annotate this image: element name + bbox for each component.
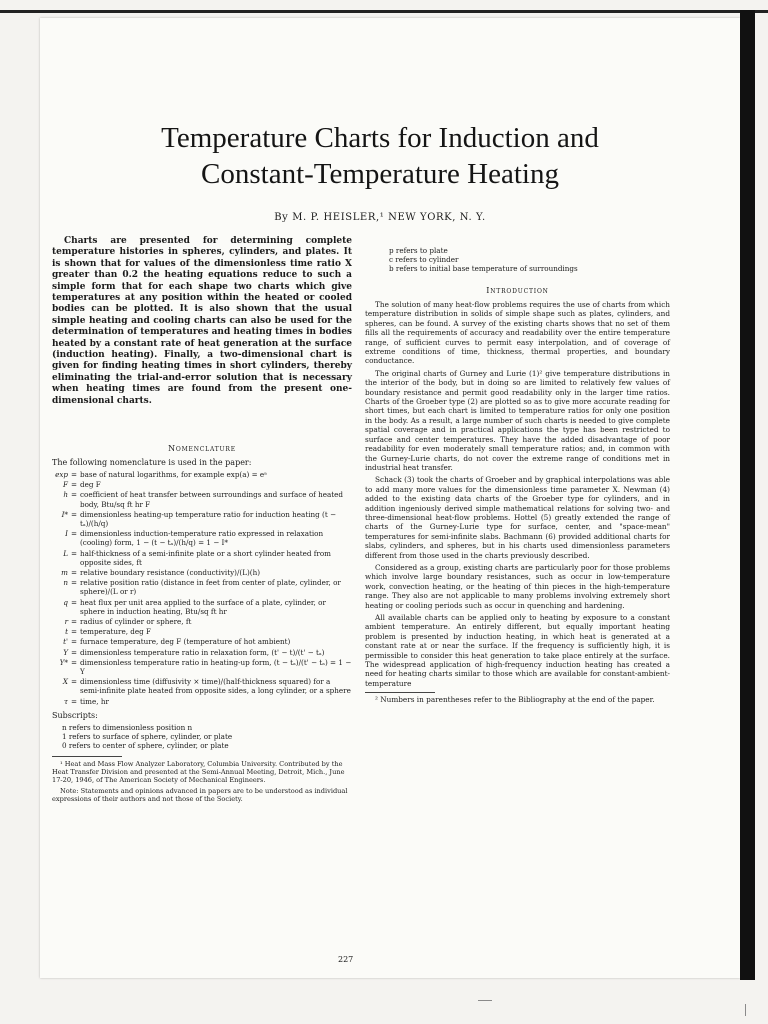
footnotes-left xyxy=(52,760,352,803)
nomenclature-definition: deg F xyxy=(80,480,101,490)
top-scan-rule xyxy=(0,10,768,13)
footnote-rule xyxy=(52,756,122,757)
equals-sign: = xyxy=(70,480,78,490)
nomenclature-item xyxy=(52,617,352,626)
subscript-item: b refers to initial base temperature of surroundings xyxy=(389,264,578,273)
abstract-text: Charts are presented for determining complete temperature histories in spheres, cylinders, and plates. It is shown that for values of the dimensionless time ratio X greater than 0.2 the heating equations reduce to such a simple form that for each shape two charts which give temperatures at any position within the heated or cooled bodies can be plotted. It is also shown that the usual simple heating and cooling charts can also be used for the determination of temperatures and heating times in bodies heated by a constant rate of heat generation at the surface (induction heating). Finally, a two-dimensional chart is given for finding heating times in short cylinders, thereby eliminating the trial-and-error solution that is necessary when heating times are found from the present one-dimensional charts. xyxy=(52,236,352,406)
paper-title xyxy=(60,120,700,192)
nomenclature-definition: dimensionless heating-up temperature ratio for induction heating (t − tₐ)/(h/q) xyxy=(80,509,337,529)
nomenclature-definition: heat flux per unit area applied to the surface of a plate, cylinder, or sphere in induction heating, Btu/sq ft hr xyxy=(80,597,326,616)
author-byline: By M. P. HEISLER,¹ NEW YORK, N. Y. xyxy=(274,212,486,223)
nomenclature-definition: dimensionless temperature ratio in relaxation form, (t' − t)/(t' − tₐ) xyxy=(80,647,325,657)
nomenclature-symbol: X xyxy=(62,677,68,687)
subscripts-list-left xyxy=(52,723,352,750)
equals-sign: = xyxy=(70,578,78,588)
nomenclature-symbol: Y xyxy=(63,647,68,657)
nomenclature-item xyxy=(52,648,352,657)
body-paragraph: The solution of many heat-flow problems requires the use of charts from which temperature distribution in solids of simple shape such as plates, cylinders, and spheres, can be found. A survey of the existing charts shows that no set of them fills all the requirements of accuracy and readability over the entire temperature range, of sufficient curves to permit easy interpolation, and of coverage of extreme conditions of time, thickness, thermal properties, and boundary conductance. xyxy=(365,300,670,366)
subscripts-title: Subscripts: xyxy=(52,710,98,720)
nomenclature-definition: furnace temperature, deg F (temperature of hot ambient) xyxy=(80,637,291,647)
nomenclature-symbol: h xyxy=(63,490,68,500)
equals-sign: = xyxy=(70,657,78,667)
footnote: ¹ Heat and Mass Flow Analyzer Laboratory, Columbia University. Contributed by the Heat Transfer Division and presented at the Semi-Annual Meeting, Detroit, Mich., June 17-20, 1946, of The American Society of Mechanical Engineers. xyxy=(52,759,345,785)
equals-sign: = xyxy=(70,470,78,479)
nomenclature-definition: radius of cylinder or sphere, ft xyxy=(80,617,192,627)
nomenclature-symbol: r xyxy=(64,617,68,627)
nomenclature-definition: time, hr xyxy=(80,696,109,706)
subscript-item: c refers to cylinder xyxy=(389,255,459,264)
equals-sign: = xyxy=(70,529,78,539)
nomenclature-symbol: τ xyxy=(64,696,68,706)
equals-sign: = xyxy=(70,548,78,558)
nomenclature-definition: coefficient of heat transfer between surroundings and surface of heated body, Btu/sq ft hr F xyxy=(80,490,344,509)
equals-sign: = xyxy=(70,647,78,657)
nomenclature-definition: dimensionless temperature ratio in heating-up form, (t − tₐ)/(t' − tₐ) = 1 − Y xyxy=(80,657,352,677)
nomenclature-item xyxy=(52,470,352,479)
body-paragraph: Considered as a group, existing charts are particularly poor for those problems which involve large boundary resistances, such as occur in low-temperature work, convection heating, or the heating of thin pieces in the high-temperature range. They also are not applicable to many problems involving extremely short heating or cooling periods such as occur in quenching and hardening. xyxy=(365,562,670,610)
scan-speck xyxy=(478,1000,492,1001)
nomenclature-item xyxy=(52,637,352,646)
equals-sign: = xyxy=(70,617,78,627)
nomenclature-section xyxy=(52,440,352,805)
subscripts-list-right xyxy=(365,246,670,273)
nomenclature-symbol: I* xyxy=(61,509,68,519)
nomenclature-symbol: q xyxy=(63,597,68,607)
body-paragraph: Schack (3) took the charts of Groeber and by graphical interpolations was able to add many more values for the dimensionless time parameter X. Newman (4) added to the existing data charts of the Groeber type for cylinders, and in addition ingeniously derived simple mathematical relations for solving two- and three-dimensional heat-flow problems. Hottel (5) greatly extended the range of charts of the Gurney-Lurie type for surface, center, and "space-mean" temperatures for semi-infinite slabs. Bachmann (6) provided additional charts for slabs, cylinders, and spheres, but in his charts used dimensionless parameters different from those used in the charts previously described. xyxy=(365,475,670,560)
introduction-section xyxy=(365,282,670,708)
nomenclature-list xyxy=(52,470,352,706)
footnote-rule-right xyxy=(365,692,435,693)
equals-sign: = xyxy=(70,568,78,578)
body-paragraph: All available charts can be applied only to heating by exposure to a constant ambient temperature. An entirely different, but equally important heating problem is presented by induction heating, in which heat is generated at a constant rate at or near the surface. If the frequency is sufficiently high, it is permissible to consider this heat generation to take place entirely at the surface. The widespread application of high-frequency induction heating has created a need for heating charts similar to those which are available for constant-ambient-temperature xyxy=(365,613,670,688)
equals-sign: = xyxy=(70,597,78,607)
nomenclature-definition: relative boundary resistance (conductivity)/(L)(h) xyxy=(80,568,261,578)
nomenclature-item xyxy=(52,627,352,636)
equals-sign: = xyxy=(70,509,78,519)
equals-sign: = xyxy=(70,490,78,500)
nomenclature-item xyxy=(52,480,352,489)
nomenclature-item xyxy=(52,490,352,508)
nomenclature-item xyxy=(52,529,352,547)
abstract xyxy=(52,236,352,407)
subscript-item: p refers to plate xyxy=(389,246,448,255)
nomenclature-symbol: m xyxy=(61,568,68,578)
nomenclature-definition: base of natural logarithms, for example exp(a) = eᵃ xyxy=(80,470,267,479)
nomenclature-symbol: exp xyxy=(55,470,68,479)
title-line-1: Temperature Charts for Induction and xyxy=(161,122,599,154)
subscripts-right xyxy=(365,246,670,273)
nomenclature-symbol: t' xyxy=(63,637,68,647)
nomenclature-symbol: I xyxy=(65,529,68,539)
nomenclature-symbol: t xyxy=(65,627,68,637)
subscript-item: n refers to dimensionless position n xyxy=(62,722,193,732)
subscript-item: 1 refers to surface of sphere, cylinder, or plate xyxy=(62,731,233,741)
binding-shadow xyxy=(740,10,755,980)
nomenclature-item xyxy=(52,677,352,695)
nomenclature-definition: temperature, deg F xyxy=(80,627,152,637)
nomenclature-item xyxy=(52,598,352,616)
equals-sign: = xyxy=(70,677,78,687)
introduction-heading: Introduction xyxy=(486,286,549,295)
introduction-body xyxy=(365,300,670,688)
nomenclature-definition: dimensionless induction-temperature ratio expressed in relaxation (cooling) form, 1 − (t − tₐ)/(h/q) = 1 − I* xyxy=(80,529,324,548)
nomenclature-definition: dimensionless time (diffusivity × time)/(half-thickness squared) for a semi-infinite plate heated from opposite sides, a long cylinder, or a sphere xyxy=(80,677,351,696)
nomenclature-definition: half-thickness of a semi-infinite plate or a short cylinder heated from opposite sides, ft xyxy=(80,548,331,567)
subscript-item: 0 refers to center of sphere, cylinder, or plate xyxy=(62,740,229,750)
page-number: 227 xyxy=(338,955,354,964)
nomenclature-item xyxy=(52,549,352,567)
nomenclature-symbol: F xyxy=(63,480,68,490)
nomenclature-definition: relative position ratio (distance in feet from center of plate, cylinder, or sphere)/(L or r) xyxy=(80,578,341,597)
nomenclature-symbol: n xyxy=(63,578,68,588)
nomenclature-item xyxy=(52,578,352,596)
title-line-2: Constant-Temperature Heating xyxy=(201,158,559,190)
footnote-right: ² Numbers in parentheses refer to the Bibliography at the end of the paper. xyxy=(375,695,655,705)
scan-speck xyxy=(745,1004,746,1016)
body-paragraph: The original charts of Gurney and Lurie (1)² give temperature distributions in the interior of the body, but in doing so are limited to relatively few values of boundary resistance and permit good readability only in the larger time ratios. Charts of the Groeber type (2) are plotted so as to give more accurate reading for short times, but each chart is limited to temperature ratios for only one position in the body. As a result, a large number of such charts is needed to give complete spatial coverage and in practical applications the type has been restricted to surface and center temperatures. They have the added disadvantage of poor readability for even moderately small temperature ratios; and, in common with the Gurney-Lurie charts, do not cover the extreme range of conditions met in industrial heat transfer. xyxy=(365,368,670,472)
nomenclature-heading: Nomenclature xyxy=(168,444,236,453)
equals-sign: = xyxy=(70,637,78,647)
equals-sign: = xyxy=(70,696,78,706)
nomenclature-item xyxy=(52,510,352,528)
footnote: Note: Statements and opinions advanced in papers are to be understood as individual expressions of their authors and not those of the Society. xyxy=(52,786,348,804)
nomenclature-symbol: L xyxy=(63,548,68,558)
equals-sign: = xyxy=(70,627,78,637)
nomenclature-item xyxy=(52,697,352,706)
nomenclature-intro: The following nomenclature is used in the paper: xyxy=(52,458,252,467)
nomenclature-symbol: Y* xyxy=(59,657,68,667)
nomenclature-item xyxy=(52,568,352,577)
nomenclature-item xyxy=(52,658,352,676)
